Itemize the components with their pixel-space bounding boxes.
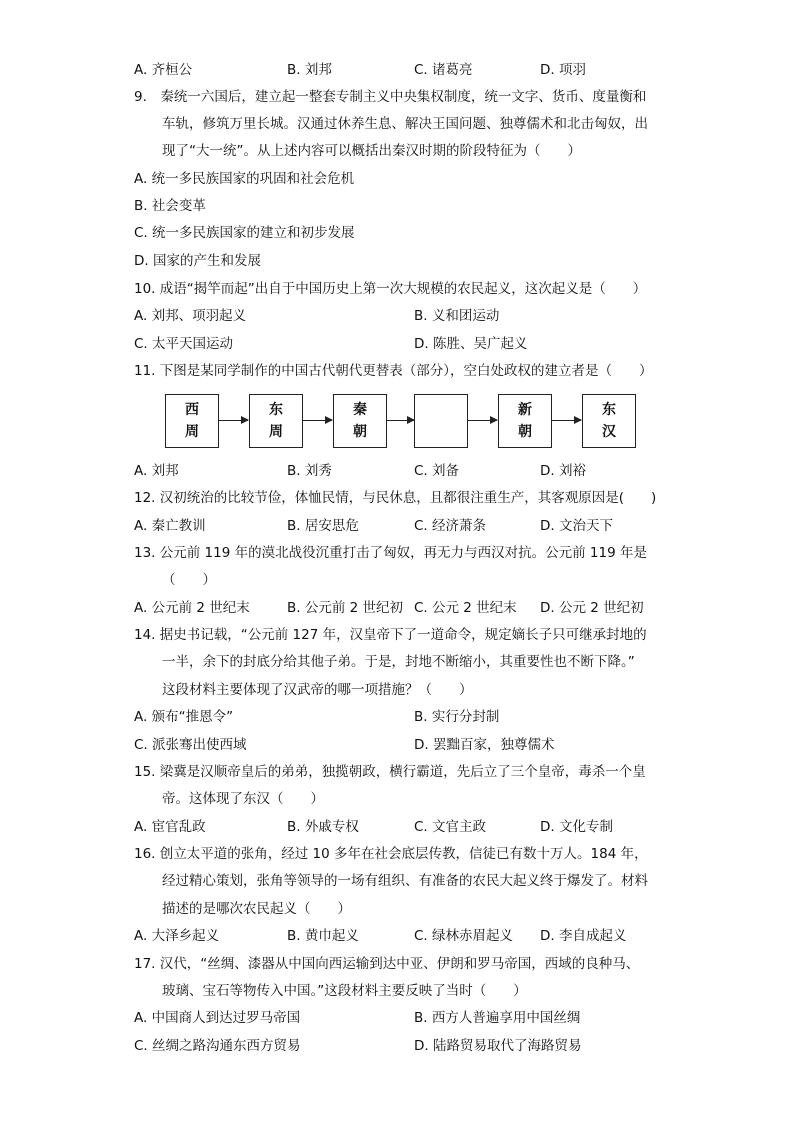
q14-option-d[interactable]: D. 罢黜百家，独尊儒术	[414, 737, 555, 753]
dynasty-box-3-top: 秦	[353, 402, 367, 418]
q15-stem-line-1: 15. 梁冀是汉顺帝皇后的弟弟，独揽朝政，横行霸道，先后立了三个皇帝，毒杀一个皇	[134, 764, 646, 780]
q11-option-c[interactable]: C. 刘备	[414, 463, 460, 479]
q17-stem-line-1: 17. 汉代，“丝绸、漆器从中国向西运输到达中亚、伊朗和罗马帝国，西域的良种马、	[134, 956, 640, 972]
q16-option-c[interactable]: C. 绿林赤眉起义	[414, 928, 514, 944]
q9-option-a[interactable]: A. 统一多民族国家的巩固和社会危机	[134, 171, 355, 187]
q9-option-b[interactable]: B. 社会变革	[134, 198, 206, 214]
dynasty-box-6	[582, 394, 636, 448]
q16-option-b[interactable]: B. 黄巾起义	[287, 928, 359, 944]
q10-option-d[interactable]: D. 陈胜、吴广起义	[414, 336, 528, 352]
dynasty-box-3-bottom: 朝	[353, 424, 367, 440]
dynasty-box-2-bottom: 周	[269, 424, 283, 440]
q9-stem-line-2: 车轨，修筑万里长城。汉通过休养生息、解决王国问题、独尊儒术和北击匈奴，出	[162, 116, 648, 132]
dynasty-box-2	[249, 394, 303, 448]
q17-option-b[interactable]: B. 西方人普遍享用中国丝绸	[414, 1010, 581, 1026]
flow-arrow-1	[219, 420, 248, 421]
q13-option-d[interactable]: D. 公元 2 世纪初	[540, 600, 644, 616]
q13-option-b[interactable]: B. 公元前 2 世纪初	[287, 600, 404, 616]
q8-option-c[interactable]: C. 诸葛亮	[414, 62, 473, 78]
q16-stem-line-1: 16. 创立太平道的张角，经过 10 多年在社会底层传教，信徒已有数十万人。184 年，	[134, 846, 648, 862]
q9-stem-line-3: 现了“大一统”。从上述内容可以概括出秦汉时期的阶段特征为（ ）	[162, 143, 581, 159]
q15-option-c[interactable]: C. 文官主政	[414, 819, 487, 835]
q12-option-d[interactable]: D. 文治天下	[540, 518, 613, 534]
q16-option-a[interactable]: A. 大泽乡起义	[134, 928, 220, 944]
q14-option-a[interactable]: A. 颁布“推恩令”	[134, 709, 234, 725]
dynasty-box-2-top: 东	[269, 402, 283, 418]
q17-option-d[interactable]: D. 陆路贸易取代了海路贸易	[414, 1038, 582, 1054]
q10-option-a[interactable]: A. 刘邦、项羽起义	[134, 308, 247, 324]
q15-option-b[interactable]: B. 外戚专权	[287, 819, 359, 835]
q15-stem-line-2: 帝。这体现了东汉（ ）	[162, 791, 324, 807]
q14-stem-line-3: 这段材料主要体现了汉武帝的哪一项措施？（ ）	[162, 682, 473, 698]
dynasty-box-5-top: 新	[518, 402, 532, 418]
q16-stem-line-2: 经过精心策划，张角等领导的一场有组织、有准备的农民大起义终于爆发了。材料	[162, 873, 648, 889]
dynasty-box-blank	[414, 394, 468, 448]
q13-stem-line-1: 13. 公元前 119 年的漠北战役沉重打击了匈奴，再无力与西汉对抗。公元前 119 年是	[134, 545, 647, 561]
flow-arrow-3	[387, 420, 414, 421]
q17-stem-line-2: 玻璃、宝石等物传入中国。”这段材料主要反映了当时（ ）	[162, 983, 527, 999]
q8-option-b[interactable]: B. 刘邦	[287, 62, 332, 78]
q13-option-c[interactable]: C. 公元 2 世纪末	[414, 600, 517, 616]
q15-option-a[interactable]: A. 宦官乱政	[134, 819, 206, 835]
dynasty-box-5-bottom: 朝	[518, 424, 532, 440]
q14-stem-line-1: 14. 据史书记载，“公元前 127 年，汉皇帝下了一道命令，规定嫡长子只可继承封地的	[134, 627, 647, 643]
q11-stem-line-1: 11. 下图是某同学制作的中国古代朝代更替表（部分），空白处政权的建立者是（ ）	[134, 363, 653, 379]
q9-option-c[interactable]: C. 统一多民族国家的建立和初步发展	[134, 225, 355, 241]
dynasty-box-1-top: 西	[185, 402, 199, 418]
q10-option-c[interactable]: C. 太平天国运动	[134, 336, 234, 352]
dynasty-box-3	[333, 394, 387, 448]
q14-option-b[interactable]: B. 实行分封制	[414, 709, 500, 725]
q16-stem-line-3: 描述的是哪次农民起义（ ）	[162, 901, 351, 917]
q11-option-a[interactable]: A. 刘邦	[134, 463, 179, 479]
dynasty-box-6-bottom: 汉	[602, 424, 616, 440]
q12-stem-line-1: 12. 汉初统治的比较节俭，体恤民情，与民休息，且都很注重生产，其客观原因是( )	[134, 490, 657, 506]
q11-option-b[interactable]: B. 刘秀	[287, 463, 332, 479]
q10-option-b[interactable]: B. 义和团运动	[414, 308, 500, 324]
dynasty-box-5	[498, 394, 552, 448]
q14-option-c[interactable]: C. 派张骞出使西域	[134, 737, 247, 753]
q8-option-a[interactable]: A. 齐桓公	[134, 62, 193, 78]
q13-option-a[interactable]: A. 公元前 2 世纪末	[134, 600, 250, 616]
dynasty-box-6-top: 东	[602, 402, 616, 418]
dynasty-box-1	[165, 394, 219, 448]
q8-option-d[interactable]: D. 项羽	[540, 62, 586, 78]
dynasty-box-1-bottom: 周	[185, 424, 199, 440]
q16-option-d[interactable]: D. 李自成起义	[540, 928, 627, 944]
q13-stem-line-2: （ ）	[162, 572, 216, 588]
q11-option-d[interactable]: D. 刘裕	[540, 463, 586, 479]
q12-option-c[interactable]: C. 经济萧条	[414, 518, 487, 534]
q17-option-a[interactable]: A. 中国商人到达过罗马帝国	[134, 1010, 301, 1026]
q10-stem-line-1: 10. 成语“揭竿而起”出自于中国历史上第一次大规模的农民起义，这次起义是（ ）	[134, 281, 647, 297]
q12-option-b[interactable]: B. 居安思危	[287, 518, 359, 534]
q14-stem-line-2: 一半，余下的封底分给其他子弟。于是，封地不断缩小，其重要性也不断下降。”	[162, 654, 635, 670]
flow-arrow-4	[468, 420, 497, 421]
flow-arrow-5	[552, 420, 581, 421]
q12-option-a[interactable]: A. 秦亡教训	[134, 518, 206, 534]
q17-option-c[interactable]: C. 丝绸之路沟通东西方贸易	[134, 1038, 301, 1054]
q9-stem-line-1: 9. 秦统一六国后，建立起一整套专制主义中央集权制度，统一文字、货币、度量衡和	[134, 89, 647, 105]
q15-option-d[interactable]: D. 文化专制	[540, 819, 613, 835]
q9-option-d[interactable]: D. 国家的产生和发展	[134, 253, 261, 269]
flow-arrow-2	[303, 420, 332, 421]
